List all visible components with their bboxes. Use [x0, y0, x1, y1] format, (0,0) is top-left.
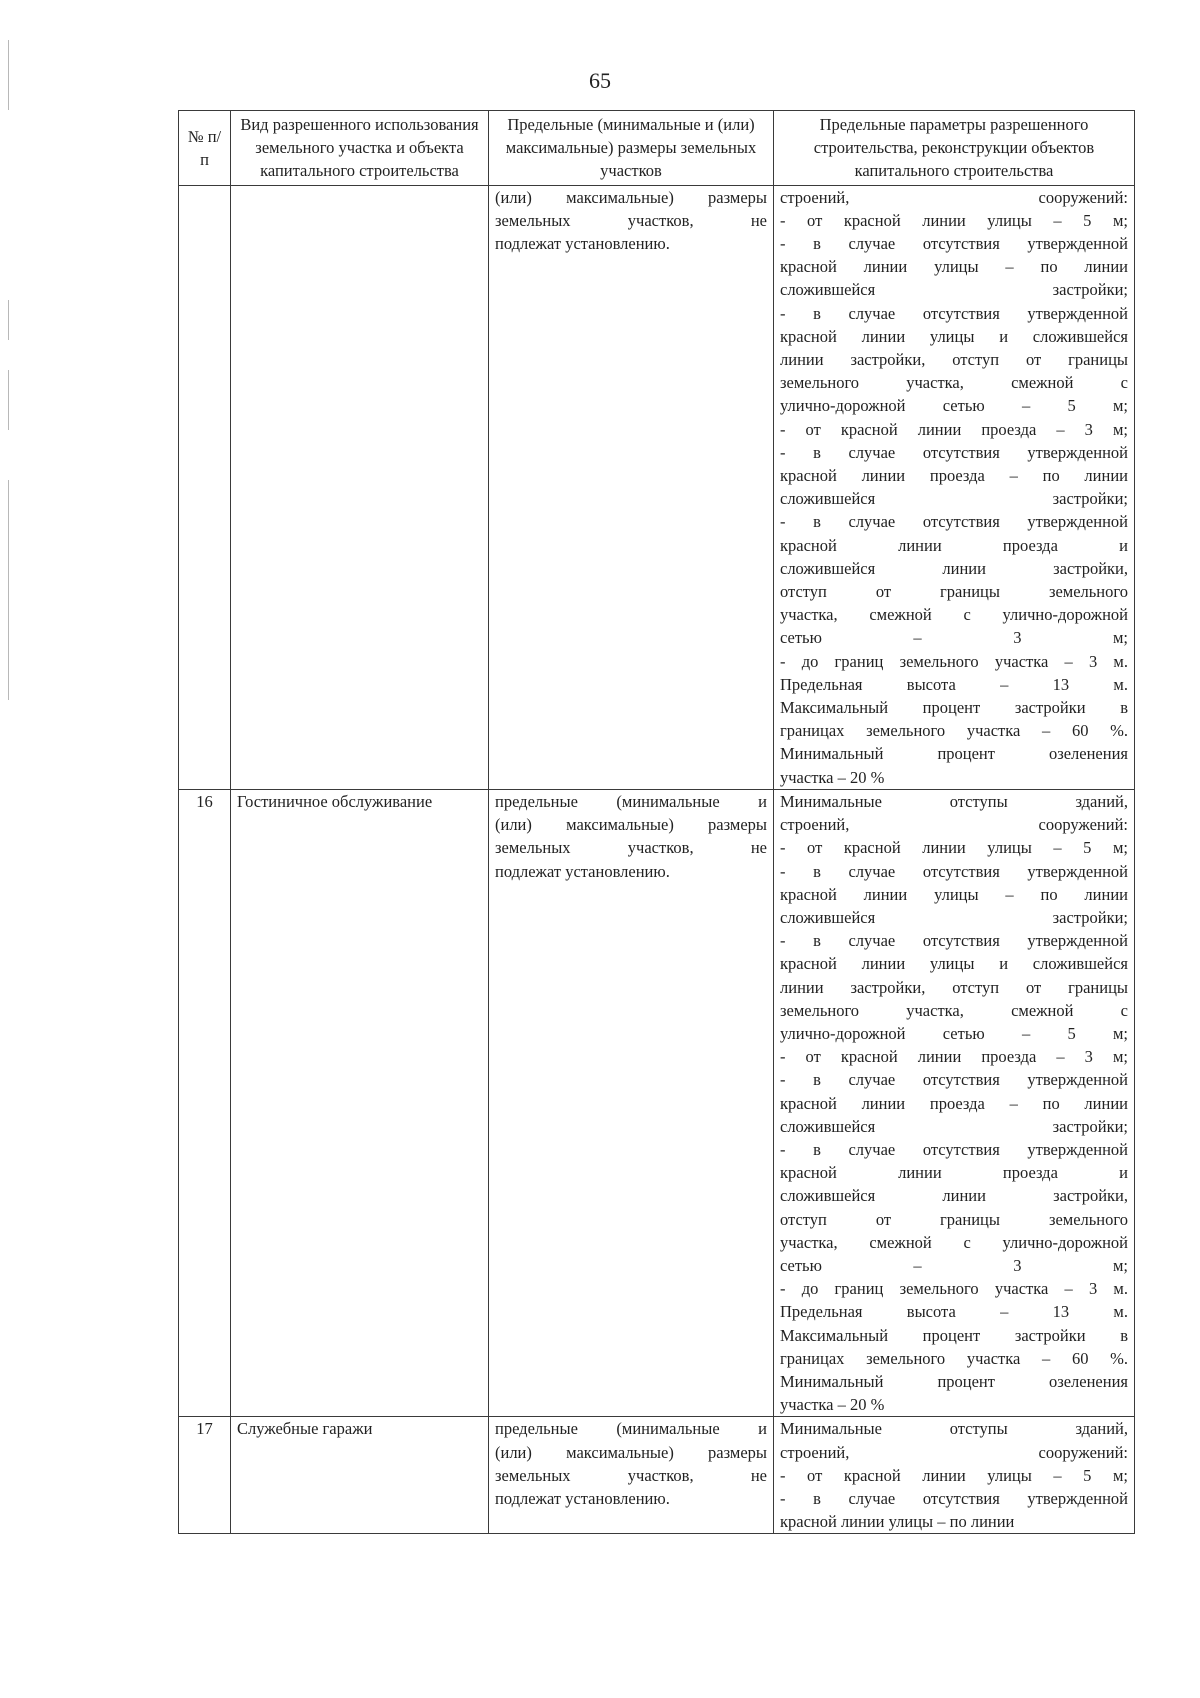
text-line: строений, сооружений: [780, 187, 1128, 207]
text-line: границах земельного участка – 60 %. [780, 721, 1128, 741]
text-line: сложившейся застройки; [780, 280, 1128, 300]
table-row [179, 185, 1135, 789]
text-line: красной линии проезда – по линии [780, 1093, 1128, 1113]
text-line: Минимальные отступы зданий, [780, 791, 1128, 811]
text-line: красной линии улицы и сложившейся [780, 326, 1128, 346]
table-row [179, 1417, 1135, 1534]
text-line: - от красной линии улицы – 5 м; [780, 838, 1128, 858]
text-line: подлежат установлению. [495, 861, 670, 881]
text-line: - в случае отсутствия утвержденной [780, 1139, 1128, 1159]
row-number: 16 [179, 789, 231, 1416]
table-row [179, 789, 1135, 1416]
text-line: - до границ земельного участка – 3 м. [780, 651, 1128, 671]
row-permitted-use: Гостиничное обслуживание [231, 789, 489, 1416]
header-plot-size-limits: Предельные (минимальные и (или) максимальные) размеры земельных участков [489, 111, 774, 186]
text-line: предельные (минимальные и [495, 1419, 767, 1439]
text-line: - в случае отсутствия утвержденной [780, 1488, 1128, 1508]
text-line: красной линии улицы и сложившейся [780, 954, 1128, 974]
scan-margin-marks [8, 40, 10, 700]
text-line: сложившейся линии застройки, [780, 1186, 1128, 1206]
text-line: улично-дорожной сетью – 5 м; [780, 396, 1128, 416]
text-line: границах земельного участка – 60 %. [780, 1348, 1128, 1368]
text-line: подлежат установлению. [495, 234, 670, 254]
page-number: 65 [589, 68, 611, 93]
text-line: - от красной линии проезда – 3 м; [780, 1047, 1128, 1067]
text-line: - в случае отсутствия утвержденной [780, 303, 1128, 323]
text-line: красной линии улицы – по линии [780, 884, 1128, 904]
text-line: Максимальный процент застройки в [780, 1325, 1128, 1345]
text-line: - от красной линии улицы – 5 м; [780, 210, 1128, 230]
text-line: - от красной линии проезда – 3 м; [780, 419, 1128, 439]
text-line: строений, сооружений: [780, 1442, 1128, 1462]
text-line: отступ от границы земельного [780, 582, 1128, 602]
text-line: Предельная высота – 13 м. [780, 1302, 1128, 1322]
text-line: сложившейся застройки; [780, 1116, 1128, 1136]
text-line: - от красной линии улицы – 5 м; [780, 1465, 1128, 1485]
text-line: земельных участков, не [495, 210, 767, 230]
row-number: 17 [179, 1417, 231, 1534]
text-line: сетью – 3 м; [780, 628, 1128, 648]
table-header-row [179, 111, 1135, 186]
text-line: красной линии проезда и [780, 1163, 1128, 1183]
text-line: (или) максимальные) размеры [495, 187, 767, 207]
text-line: Минимальный процент озеленения [780, 1371, 1128, 1391]
text-line: Минимальный процент озеленения [780, 744, 1128, 764]
text-line: улично-дорожной сетью – 5 м; [780, 1023, 1128, 1043]
text-line: (или) максимальные) размеры [495, 1442, 767, 1462]
text-line: земельного участка, смежной с [780, 373, 1128, 393]
header-construction-parameters: Предельные параметры разрешенного строительства, реконструкции объектов капитального строительства [774, 111, 1135, 186]
text-line: линии застройки, отступ от границы [780, 977, 1128, 997]
text-line: Предельная высота – 13 м. [780, 674, 1128, 694]
row-construction-parameters [774, 789, 1135, 1416]
header-permitted-use: Вид разрешенного использования земельного участка и объекта капитального строительства [231, 111, 489, 186]
text-line: красной линии улицы – по линии [780, 257, 1128, 277]
text-line: участка, смежной с улично-дорожной [780, 605, 1128, 625]
text-line: линии застройки, отступ от границы [780, 350, 1128, 370]
row-construction-parameters [774, 185, 1135, 789]
row-plot-size [489, 185, 774, 789]
text-line: Максимальный процент застройки в [780, 698, 1128, 718]
text-line: земельного участка, смежной с [780, 1000, 1128, 1020]
text-line: Минимальные отступы зданий, [780, 1419, 1128, 1439]
header-number: № п/п [179, 111, 231, 186]
row-plot-size [489, 789, 774, 1416]
text-line: земельных участков, не [495, 838, 767, 858]
text-line: сложившейся застройки; [780, 907, 1128, 927]
text-line: - в случае отсутствия утвержденной [780, 861, 1128, 881]
text-line: строений, сооружений: [780, 815, 1128, 835]
text-line: красной линии проезда и [780, 535, 1128, 555]
row-number [179, 185, 231, 789]
text-line: предельные (минимальные и [495, 791, 767, 811]
text-line: - в случае отсутствия утвержденной [780, 234, 1128, 254]
text-line: подлежат установлению. [495, 1488, 670, 1508]
text-line: участка, смежной с улично-дорожной [780, 1232, 1128, 1252]
text-line: сложившейся застройки; [780, 489, 1128, 509]
text-line: сложившейся линии застройки, [780, 558, 1128, 578]
text-line: (или) максимальные) размеры [495, 815, 767, 835]
text-line: красной линии проезда – по линии [780, 466, 1128, 486]
text-line: земельных участков, не [495, 1465, 767, 1485]
text-line: участка – 20 % [780, 767, 885, 787]
text-line: - в случае отсутствия утвержденной [780, 442, 1128, 462]
text-line: красной линии улицы – по линии [780, 1512, 1015, 1532]
row-construction-parameters [774, 1417, 1135, 1534]
row-permitted-use [231, 185, 489, 789]
text-line: - до границ земельного участка – 3 м. [780, 1279, 1128, 1299]
text-line: - в случае отсутствия утвержденной [780, 1070, 1128, 1090]
zoning-parameters-table [178, 110, 1135, 1534]
text-line: отступ от границы земельного [780, 1209, 1128, 1229]
text-line: участка – 20 % [780, 1395, 885, 1415]
row-plot-size [489, 1417, 774, 1534]
text-line: - в случае отсутствия утвержденной [780, 931, 1128, 951]
text-line: сетью – 3 м; [780, 1255, 1128, 1275]
text-line: - в случае отсутствия утвержденной [780, 512, 1128, 532]
row-permitted-use: Служебные гаражи [231, 1417, 489, 1534]
